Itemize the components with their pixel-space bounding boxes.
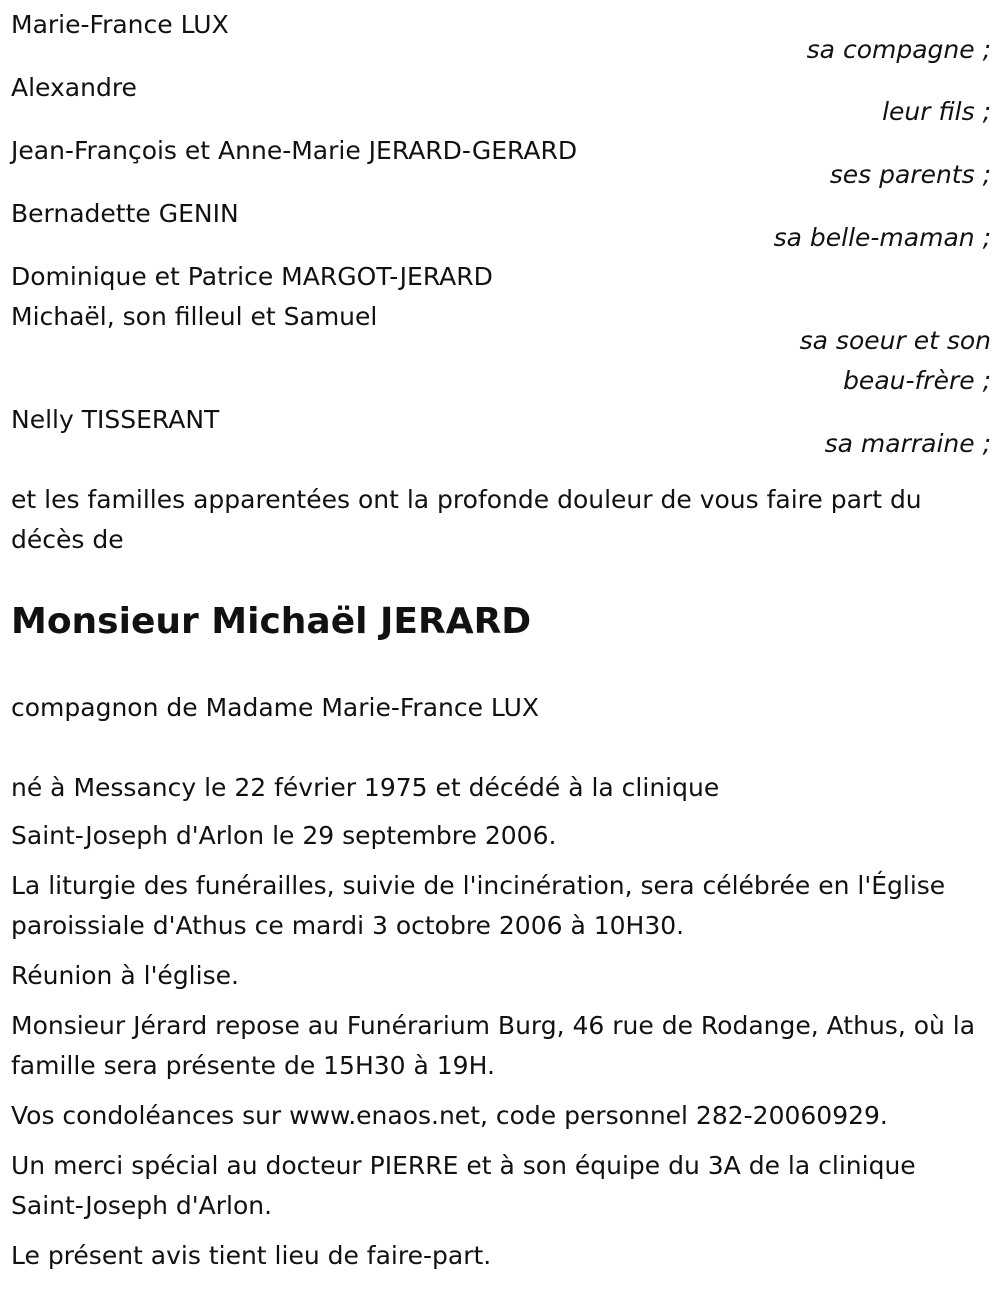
family-member-name: Dominique et Patrice MARGOT-JERARD bbox=[11, 262, 493, 291]
announcement-text: et les familles apparentées ont la profonde douleur de vous faire part du décès de bbox=[11, 485, 922, 554]
meeting-paragraph: Réunion à l'église. bbox=[11, 961, 239, 990]
death-line: Saint-Joseph d'Arlon le 29 septembre 2006. bbox=[11, 821, 557, 850]
deceased-name: Monsieur Michaël JERARD bbox=[11, 601, 532, 642]
companion-line: compagnon de Madame Marie-France LUX bbox=[11, 693, 540, 722]
notice-paragraph: Le présent avis tient lieu de faire-part. bbox=[11, 1241, 492, 1270]
family-role bbox=[11, 30, 991, 70]
funerarium-paragraph: Monsieur Jérard repose au Funérarium Burg, 46 rue de Rodange, Athus, où la famille sera présente de 15H30 à 19H. bbox=[11, 1011, 976, 1080]
family-role-line: leur fils ; bbox=[882, 97, 991, 126]
birth-line: né à Messancy le 22 février 1975 et décédé à la clinique bbox=[11, 773, 720, 802]
family-role bbox=[11, 424, 991, 464]
family-role-line: sa soeur et son bbox=[799, 326, 991, 355]
funeral-paragraph: La liturgie des funérailles, suivie de l'incinération, sera célébrée en l'Église paroissiale d'Athus ce mardi 3 octobre 2006 à 10H30. bbox=[11, 871, 946, 940]
family-member-name: Alexandre bbox=[11, 73, 137, 102]
family-role-line: beau-frère ; bbox=[843, 366, 991, 395]
family-role bbox=[11, 155, 991, 195]
family-role-line: sa belle-maman ; bbox=[773, 223, 991, 252]
notice-body bbox=[11, 768, 996, 1286]
family-member-name: Nelly TISSERANT bbox=[11, 405, 220, 434]
family-member-name: Bernadette GENIN bbox=[11, 199, 239, 228]
family-role-line: sa compagne ; bbox=[806, 35, 991, 64]
family-role-line: ses parents ; bbox=[829, 160, 991, 189]
condolences-paragraph: Vos condoléances sur www.enaos.net, code personnel 282-20060929. bbox=[11, 1101, 888, 1130]
family-member-name: Marie-France LUX bbox=[11, 10, 229, 39]
family-role bbox=[11, 321, 991, 401]
family-member-name: Michaël, son filleul et Samuel bbox=[11, 302, 378, 331]
family-member-name: Jean-François et Anne-Marie JERARD-GERARD bbox=[11, 136, 578, 165]
family-role-line: sa marraine ; bbox=[824, 429, 991, 458]
thanks-paragraph: Un merci spécial au docteur PIERRE et à son équipe du 3A de la clinique Saint-Joseph d'Arlon. bbox=[11, 1151, 916, 1220]
family-role bbox=[11, 218, 991, 258]
family-role bbox=[11, 92, 991, 132]
